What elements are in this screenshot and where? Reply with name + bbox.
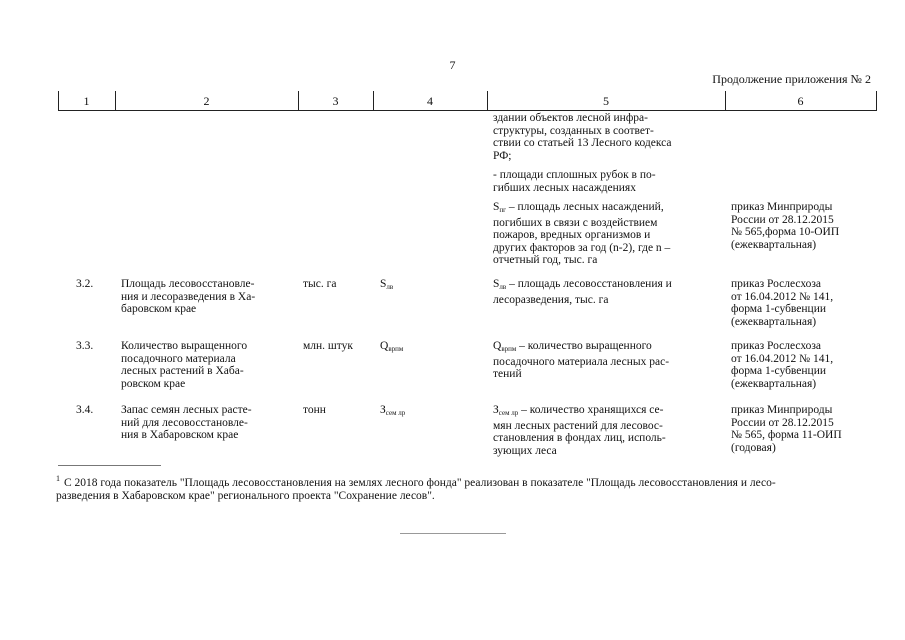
text-line: отчетный год, тыс. га: [493, 254, 598, 267]
header-divider: [876, 91, 877, 111]
footnote: [56, 473, 876, 502]
text-line: Площадь лесовосстановле-: [121, 278, 255, 290]
text-line: форма 1-субвенции: [731, 303, 827, 316]
column-header-5: 5: [603, 94, 609, 108]
text-line: $Q_{врпм}$ – количество выращенного: [493, 340, 652, 353]
text-line: ния в Хабаровском крае: [121, 429, 239, 442]
row-source: [731, 404, 842, 454]
text-line: - площади сплошных рубок в по-: [493, 169, 656, 181]
text-line: лесоразведения, тыс. га: [493, 293, 609, 306]
cont-source: [731, 201, 839, 251]
text-line: приказ Минприроды: [731, 404, 833, 416]
text-line: становления в фондах лиц, исполь-: [493, 432, 666, 445]
row-description: [493, 404, 666, 457]
column-header-2: 2: [203, 94, 210, 108]
text-line: $З_{сем лр}$ – количество хранящихся се-: [493, 404, 664, 417]
row-unit: тонн: [303, 404, 326, 416]
text-line: Запас семян лесных расте-: [121, 404, 252, 416]
column-header-4: 4: [427, 94, 433, 108]
text-line: ствии со статьей 13 Лесного кодекса: [493, 137, 672, 150]
cont-description: [493, 112, 718, 162]
text-line: других факторов за год (n-2), где n –: [493, 241, 671, 254]
cont-description-3: [493, 201, 718, 267]
text-line: мян лесных растений для лесовос-: [493, 419, 663, 432]
row-unit: тыс. га: [303, 278, 337, 290]
text-line: от 16.04.2012 № 141,: [731, 352, 834, 365]
row-symbol: $Q_{врпм}$: [380, 340, 404, 353]
row-symbol: $З_{сем лр}$: [380, 404, 406, 417]
row-number: 3.3.: [76, 340, 94, 352]
row-symbol: $S_{лв}$: [380, 278, 394, 291]
text-line: (ежеквартальная): [731, 238, 817, 251]
text-line: ровском крае: [121, 377, 186, 390]
text-line: Количество выращенного: [121, 340, 248, 352]
row-number: 3.4.: [76, 404, 94, 416]
text-line: пожаров, вредных организмов и: [493, 229, 651, 242]
text-line: лесных растений в Хаба-: [121, 365, 244, 378]
column-header-3: 3: [332, 94, 339, 108]
row-indicator-name: [121, 340, 247, 390]
cont-description-2: [493, 169, 718, 194]
text-line: ний для лесовосстановле-: [121, 416, 248, 429]
text-line: посадочного материала лесных рас-: [493, 355, 670, 368]
row-indicator-name: [121, 404, 252, 442]
row-indicator-name: [121, 278, 255, 316]
text-line: № 565, форма 11-ОИП: [731, 429, 842, 442]
footnote-separator: [58, 465, 161, 466]
header-rule: [58, 110, 876, 111]
text-line: баровском крае: [121, 303, 197, 316]
text-line: зующих леса: [493, 444, 557, 457]
text-line: приказ Рослесхоза: [731, 278, 822, 290]
text-line: России от 28.12.2015: [731, 213, 834, 226]
page-number: 7: [449, 58, 456, 72]
text-line: форма 1-субвенции: [731, 365, 827, 378]
text-line: (ежеквартальная): [731, 315, 817, 328]
end-separator: [400, 533, 506, 534]
text-line: (ежеквартальная): [731, 377, 817, 390]
row-source: [731, 278, 833, 328]
text-line: России от 28.12.2015: [731, 416, 834, 429]
text-line: здании объектов лесной инфра-: [493, 112, 648, 124]
text-line: тений: [493, 368, 522, 381]
text-line: приказ Минприроды: [731, 201, 833, 213]
text-line: гибших лесных насаждениях: [493, 181, 636, 194]
row-description: [493, 340, 669, 381]
footnote-line: разведения в Хабаровском крае" регионального проекта "Сохранение лесов".: [56, 489, 435, 502]
text-line: структуры, созданных в соответ-: [493, 124, 654, 137]
text-line: (годовая): [731, 441, 776, 454]
row-unit: млн. штук: [303, 340, 353, 352]
column-header-6: 6: [797, 94, 804, 108]
text-line: погибших в связи с воздействием: [493, 216, 658, 229]
row-source: [731, 340, 833, 390]
row-number: 3.2.: [76, 278, 94, 290]
row-description: [493, 278, 672, 306]
text-line: от 16.04.2012 № 141,: [731, 290, 834, 303]
text-line: $S_{пг}$ – площадь лесных насаждений,: [493, 201, 664, 214]
continuation-label: Продолжение приложения № 2: [712, 72, 871, 86]
text-line: РФ;: [493, 149, 512, 162]
text-line: приказ Рослесхоза: [731, 340, 822, 352]
text-line: ния и лесоразведения в Ха-: [121, 290, 256, 303]
column-header-1: 1: [83, 94, 90, 108]
footnote-mark: 1: [56, 474, 60, 483]
text-line: № 565,форма 10-ОИП: [731, 226, 840, 239]
footnote-line: $^1$ С 2018 года показатель "Площадь лесовосстановления на землях лесного фонда" реализован в показателе "Площадь лесовосстановления и лесо-: [56, 474, 776, 489]
text-line: посадочного материала: [121, 352, 236, 365]
text-line: $S_{лв}$ – площадь лесовосстановления и: [493, 278, 672, 291]
